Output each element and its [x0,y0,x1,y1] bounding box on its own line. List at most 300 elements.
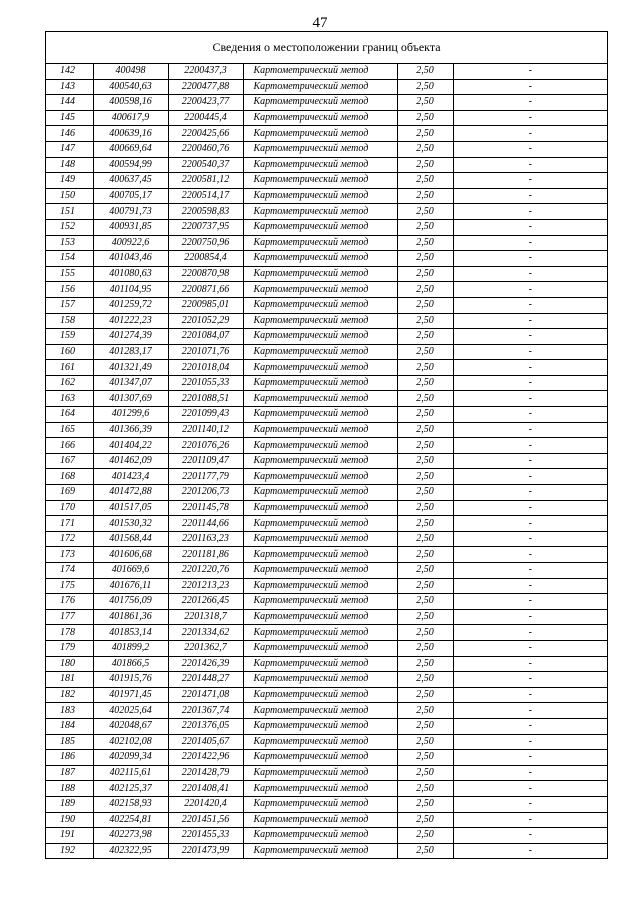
description-cell: - [453,173,607,189]
accuracy-cell: 2,50 [397,391,453,407]
accuracy-cell: 2,50 [397,812,453,828]
y-coordinate-cell: 2201318,7 [168,609,243,625]
method-cell: Картометрический метод [243,422,397,438]
point-number-cell: 182 [46,687,93,703]
y-coordinate-cell: 2201140,12 [168,422,243,438]
x-coordinate-cell: 400669,64 [93,141,168,157]
table-row [46,656,607,672]
x-coordinate-cell: 401080,63 [93,266,168,282]
x-coordinate-cell: 401104,95 [93,282,168,298]
method-cell: Картометрический метод [243,812,397,828]
method-cell: Картометрический метод [243,750,397,766]
x-coordinate-cell: 401866,5 [93,656,168,672]
description-cell: - [453,126,607,142]
accuracy-cell: 2,50 [397,781,453,797]
y-coordinate-cell: 2200598,83 [168,204,243,220]
y-coordinate-cell: 2201362,7 [168,640,243,656]
x-coordinate-cell: 400598,16 [93,95,168,111]
y-coordinate-cell: 2201471,08 [168,687,243,703]
description-cell: - [453,251,607,267]
description-cell: - [453,110,607,126]
x-coordinate-cell: 401606,68 [93,547,168,563]
method-cell: Картометрический метод [243,157,397,173]
description-cell: - [453,64,607,79]
description-cell: - [453,141,607,157]
x-coordinate-cell: 400637,45 [93,173,168,189]
y-coordinate-cell: 2200477,88 [168,79,243,95]
point-number-cell: 173 [46,547,93,563]
table-row [46,173,607,189]
method-cell: Картометрический метод [243,640,397,656]
point-number-cell: 164 [46,407,93,423]
table-row [46,469,607,485]
point-number-cell: 170 [46,500,93,516]
y-coordinate-cell: 2201448,27 [168,672,243,688]
x-coordinate-cell: 401899,2 [93,640,168,656]
description-cell: - [453,219,607,235]
table-row [46,219,607,235]
accuracy-cell: 2,50 [397,453,453,469]
y-coordinate-cell: 2201088,51 [168,391,243,407]
method-cell: Картометрический метод [243,391,397,407]
accuracy-cell: 2,50 [397,796,453,812]
method-cell: Картометрический метод [243,251,397,267]
method-cell: Картометрический метод [243,734,397,750]
point-number-cell: 162 [46,375,93,391]
table-row [46,609,607,625]
point-number-cell: 147 [46,141,93,157]
point-number-cell: 168 [46,469,93,485]
accuracy-cell: 2,50 [397,282,453,298]
point-number-cell: 154 [46,251,93,267]
x-coordinate-cell: 402125,37 [93,781,168,797]
accuracy-cell: 2,50 [397,640,453,656]
table-row [46,625,607,641]
x-coordinate-cell: 401283,17 [93,344,168,360]
y-coordinate-cell: 2200985,01 [168,297,243,313]
accuracy-cell: 2,50 [397,79,453,95]
y-coordinate-cell: 2201405,67 [168,734,243,750]
x-coordinate-cell: 401366,39 [93,422,168,438]
table-row [46,391,607,407]
description-cell: - [453,500,607,516]
y-coordinate-cell: 2201181,86 [168,547,243,563]
table-row [46,344,607,360]
accuracy-cell: 2,50 [397,703,453,719]
x-coordinate-cell: 400639,16 [93,126,168,142]
x-coordinate-cell: 401462,09 [93,453,168,469]
y-coordinate-cell: 2201451,56 [168,812,243,828]
description-cell: - [453,391,607,407]
method-cell: Картометрический метод [243,718,397,734]
point-number-cell: 169 [46,485,93,501]
accuracy-cell: 2,50 [397,219,453,235]
table-row [46,313,607,329]
table-row [46,640,607,656]
description-cell: - [453,407,607,423]
point-number-cell: 176 [46,594,93,610]
x-coordinate-cell: 401043,46 [93,251,168,267]
accuracy-cell: 2,50 [397,95,453,111]
x-coordinate-cell: 401321,49 [93,360,168,376]
description-cell: - [453,360,607,376]
x-coordinate-cell: 400617,9 [93,110,168,126]
point-number-cell: 142 [46,64,93,79]
description-cell: - [453,485,607,501]
table-row [46,407,607,423]
accuracy-cell: 2,50 [397,173,453,189]
y-coordinate-cell: 2201018,04 [168,360,243,376]
point-number-cell: 153 [46,235,93,251]
y-coordinate-cell: 2201084,07 [168,329,243,345]
table-row [46,266,607,282]
y-coordinate-cell: 2201266,45 [168,594,243,610]
method-cell: Картометрический метод [243,609,397,625]
accuracy-cell: 2,50 [397,141,453,157]
description-cell: - [453,672,607,688]
y-coordinate-cell: 2201428,79 [168,765,243,781]
accuracy-cell: 2,50 [397,469,453,485]
point-number-cell: 143 [46,79,93,95]
x-coordinate-cell: 400498 [93,64,168,79]
description-cell: - [453,578,607,594]
accuracy-cell: 2,50 [397,765,453,781]
accuracy-cell: 2,50 [397,235,453,251]
point-number-cell: 183 [46,703,93,719]
y-coordinate-cell: 2201426,39 [168,656,243,672]
method-cell: Картометрический метод [243,485,397,501]
y-coordinate-cell: 2200871,66 [168,282,243,298]
accuracy-cell: 2,50 [397,157,453,173]
point-number-cell: 163 [46,391,93,407]
y-coordinate-cell: 2201206,73 [168,485,243,501]
point-number-cell: 184 [46,718,93,734]
method-cell: Картометрический метод [243,781,397,797]
method-cell: Картометрический метод [243,453,397,469]
point-number-cell: 165 [46,422,93,438]
description-cell: - [453,563,607,579]
table-row [46,438,607,454]
description-cell: - [453,157,607,173]
accuracy-cell: 2,50 [397,485,453,501]
table-row [46,204,607,220]
point-number-cell: 172 [46,531,93,547]
table-row [46,360,607,376]
description-cell: - [453,750,607,766]
accuracy-cell: 2,50 [397,188,453,204]
x-coordinate-cell: 401259,72 [93,297,168,313]
x-coordinate-cell: 401472,88 [93,485,168,501]
description-cell: - [453,687,607,703]
description-cell: - [453,765,607,781]
table-row [46,578,607,594]
method-cell: Картометрический метод [243,796,397,812]
accuracy-cell: 2,50 [397,594,453,610]
description-cell: - [453,781,607,797]
method-cell: Картометрический метод [243,204,397,220]
point-number-cell: 166 [46,438,93,454]
method-cell: Картометрический метод [243,266,397,282]
method-cell: Картометрический метод [243,594,397,610]
description-cell: - [453,344,607,360]
accuracy-cell: 2,50 [397,266,453,282]
y-coordinate-cell: 2201367,74 [168,703,243,719]
table-row [46,422,607,438]
point-number-cell: 159 [46,329,93,345]
x-coordinate-cell: 401307,69 [93,391,168,407]
description-cell: - [453,531,607,547]
y-coordinate-cell: 2200750,96 [168,235,243,251]
coordinates-table-body [46,64,607,859]
y-coordinate-cell: 2200423,77 [168,95,243,111]
accuracy-cell: 2,50 [397,563,453,579]
point-number-cell: 191 [46,828,93,844]
point-number-cell: 171 [46,516,93,532]
x-coordinate-cell: 401861,36 [93,609,168,625]
table-row [46,531,607,547]
accuracy-cell: 2,50 [397,64,453,79]
table-row [46,126,607,142]
description-cell: - [453,438,607,454]
table-row [46,375,607,391]
description-cell: - [453,843,607,859]
method-cell: Картометрический метод [243,765,397,781]
y-coordinate-cell: 2201213,23 [168,578,243,594]
method-cell: Картометрический метод [243,656,397,672]
table-row [46,796,607,812]
accuracy-cell: 2,50 [397,547,453,563]
point-number-cell: 174 [46,563,93,579]
point-number-cell: 157 [46,297,93,313]
accuracy-cell: 2,50 [397,516,453,532]
table-row [46,500,607,516]
description-cell: - [453,656,607,672]
x-coordinate-cell: 400594,99 [93,157,168,173]
description-cell: - [453,453,607,469]
method-cell: Картометрический метод [243,95,397,111]
method-cell: Картометрический метод [243,469,397,485]
description-cell: - [453,266,607,282]
table-row [46,251,607,267]
description-cell: - [453,640,607,656]
point-number-cell: 180 [46,656,93,672]
accuracy-cell: 2,50 [397,656,453,672]
method-cell: Картометрический метод [243,235,397,251]
x-coordinate-cell: 402102,08 [93,734,168,750]
y-coordinate-cell: 2201420,4 [168,796,243,812]
x-coordinate-cell: 401274,39 [93,329,168,345]
method-cell: Картометрический метод [243,297,397,313]
point-number-cell: 149 [46,173,93,189]
x-coordinate-cell: 402048,67 [93,718,168,734]
boundary-table-frame [45,31,608,859]
table-row [46,453,607,469]
method-cell: Картометрический метод [243,173,397,189]
table-row [46,563,607,579]
method-cell: Картометрический метод [243,672,397,688]
x-coordinate-cell: 402099,34 [93,750,168,766]
y-coordinate-cell: 2200540,37 [168,157,243,173]
y-coordinate-cell: 2200460,76 [168,141,243,157]
x-coordinate-cell: 401915,76 [93,672,168,688]
description-cell: - [453,313,607,329]
method-cell: Картометрический метод [243,79,397,95]
table-row [46,329,607,345]
method-cell: Картометрический метод [243,407,397,423]
x-coordinate-cell: 401404,22 [93,438,168,454]
x-coordinate-cell: 400791,73 [93,204,168,220]
description-cell: - [453,703,607,719]
point-number-cell: 155 [46,266,93,282]
accuracy-cell: 2,50 [397,843,453,859]
description-cell: - [453,625,607,641]
table-row [46,765,607,781]
table-row [46,297,607,313]
description-cell: - [453,188,607,204]
description-cell: - [453,204,607,220]
x-coordinate-cell: 400540,63 [93,79,168,95]
table-row [46,781,607,797]
y-coordinate-cell: 2200581,12 [168,173,243,189]
y-coordinate-cell: 2200437,3 [168,64,243,79]
accuracy-cell: 2,50 [397,609,453,625]
table-row [46,703,607,719]
y-coordinate-cell: 2201177,79 [168,469,243,485]
description-cell: - [453,516,607,532]
point-number-cell: 160 [46,344,93,360]
y-coordinate-cell: 2201334,62 [168,625,243,641]
accuracy-cell: 2,50 [397,329,453,345]
point-number-cell: 158 [46,313,93,329]
y-coordinate-cell: 2201145,78 [168,500,243,516]
y-coordinate-cell: 2200425,66 [168,126,243,142]
y-coordinate-cell: 2201455,33 [168,828,243,844]
point-number-cell: 148 [46,157,93,173]
y-coordinate-cell: 2200854,4 [168,251,243,267]
page-number: 47 [312,15,328,31]
method-cell: Картометрический метод [243,219,397,235]
table-row [46,110,607,126]
x-coordinate-cell: 401347,07 [93,375,168,391]
accuracy-cell: 2,50 [397,750,453,766]
table-row [46,843,607,859]
x-coordinate-cell: 402322,95 [93,843,168,859]
accuracy-cell: 2,50 [397,126,453,142]
table-row [46,485,607,501]
accuracy-cell: 2,50 [397,251,453,267]
method-cell: Картометрический метод [243,500,397,516]
table-row [46,79,607,95]
accuracy-cell: 2,50 [397,687,453,703]
table-row [46,141,607,157]
method-cell: Картометрический метод [243,360,397,376]
method-cell: Картометрический метод [243,531,397,547]
method-cell: Картометрический метод [243,516,397,532]
accuracy-cell: 2,50 [397,407,453,423]
point-number-cell: 177 [46,609,93,625]
accuracy-cell: 2,50 [397,422,453,438]
description-cell: - [453,828,607,844]
point-number-cell: 152 [46,219,93,235]
y-coordinate-cell: 2200737,95 [168,219,243,235]
description-cell: - [453,329,607,345]
description-cell: - [453,812,607,828]
x-coordinate-cell: 401568,44 [93,531,168,547]
table-row [46,282,607,298]
table-row [46,594,607,610]
description-cell: - [453,609,607,625]
point-number-cell: 181 [46,672,93,688]
y-coordinate-cell: 2200514,17 [168,188,243,204]
method-cell: Картометрический метод [243,843,397,859]
point-number-cell: 185 [46,734,93,750]
description-cell: - [453,547,607,563]
method-cell: Картометрический метод [243,329,397,345]
accuracy-cell: 2,50 [397,734,453,750]
y-coordinate-cell: 2201473,99 [168,843,243,859]
method-cell: Картометрический метод [243,141,397,157]
method-cell: Картометрический метод [243,126,397,142]
accuracy-cell: 2,50 [397,578,453,594]
point-number-cell: 175 [46,578,93,594]
accuracy-cell: 2,50 [397,375,453,391]
table-row [46,828,607,844]
table-row [46,718,607,734]
method-cell: Картометрический метод [243,547,397,563]
point-number-cell: 186 [46,750,93,766]
description-cell: - [453,95,607,111]
description-cell: - [453,594,607,610]
table-row [46,516,607,532]
method-cell: Картометрический метод [243,344,397,360]
y-coordinate-cell: 2200870,98 [168,266,243,282]
x-coordinate-cell: 402115,61 [93,765,168,781]
y-coordinate-cell: 2201055,33 [168,375,243,391]
point-number-cell: 178 [46,625,93,641]
table-row [46,188,607,204]
point-number-cell: 189 [46,796,93,812]
x-coordinate-cell: 402254,81 [93,812,168,828]
x-coordinate-cell: 400922,6 [93,235,168,251]
point-number-cell: 161 [46,360,93,376]
table-row [46,734,607,750]
y-coordinate-cell: 2201099,43 [168,407,243,423]
table-title: Сведения о местоположении границ объекта [46,32,607,64]
point-number-cell: 146 [46,126,93,142]
description-cell: - [453,235,607,251]
y-coordinate-cell: 2200445,4 [168,110,243,126]
y-coordinate-cell: 2201408,41 [168,781,243,797]
table-row [46,812,607,828]
x-coordinate-cell: 401517,05 [93,500,168,516]
method-cell: Картометрический метод [243,703,397,719]
accuracy-cell: 2,50 [397,531,453,547]
accuracy-cell: 2,50 [397,438,453,454]
table-row [46,64,607,79]
x-coordinate-cell: 401423,4 [93,469,168,485]
x-coordinate-cell: 401971,45 [93,687,168,703]
y-coordinate-cell: 2201163,23 [168,531,243,547]
accuracy-cell: 2,50 [397,297,453,313]
x-coordinate-cell: 401299,6 [93,407,168,423]
y-coordinate-cell: 2201076,26 [168,438,243,454]
point-number-cell: 190 [46,812,93,828]
description-cell: - [453,734,607,750]
coordinates-table [46,64,607,859]
y-coordinate-cell: 2201144,66 [168,516,243,532]
point-number-cell: 187 [46,765,93,781]
point-number-cell: 151 [46,204,93,220]
